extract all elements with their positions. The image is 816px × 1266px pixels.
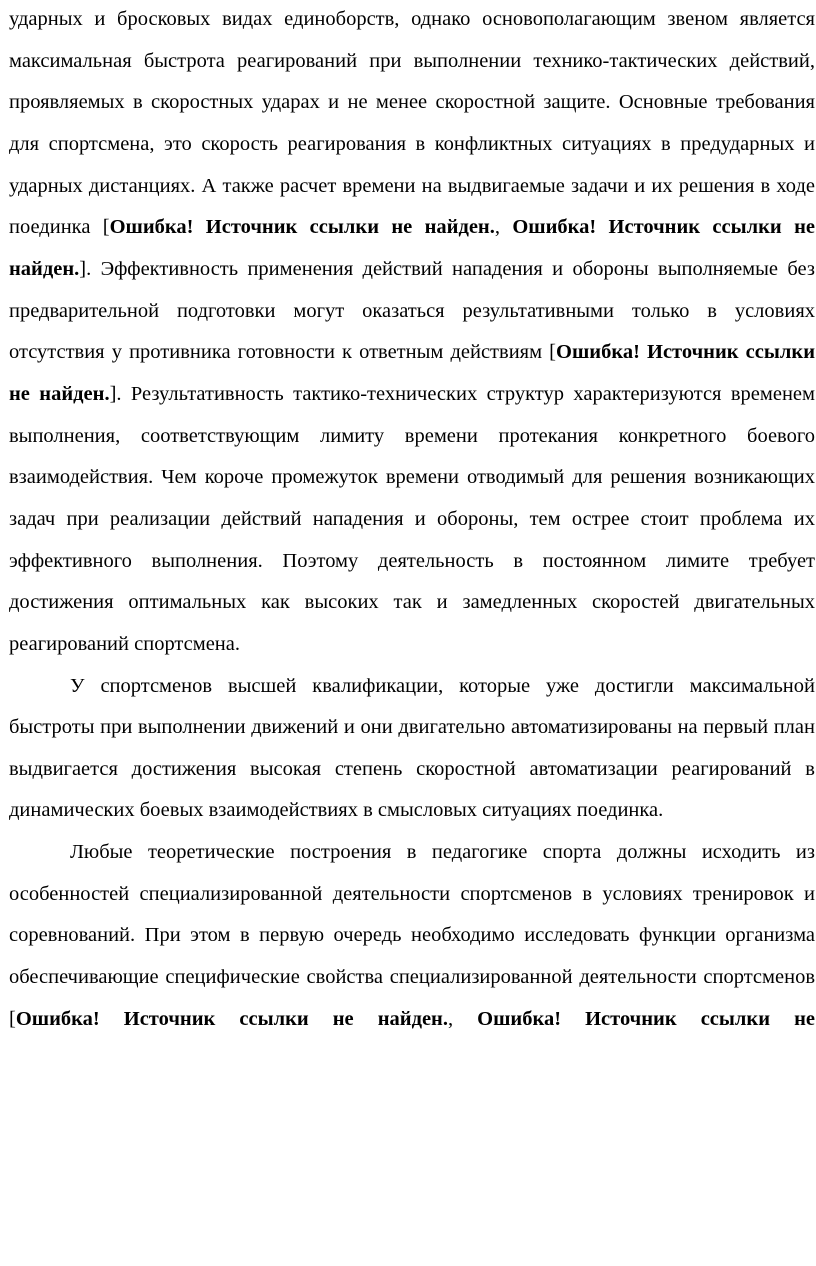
text-segment: ]. Результативность тактико-технических структур характеризуются временем выполнения, соответствующим лимиту времени протекания конкретного боевого взаимодействия. Чем короче промежуток времени отводимый для решения возникающих задач при реализации действий нападения и обороны, тем острее стоит проблема их эффективного выполнения. Поэтому деятельность в постоянном лимите требует достижения оптимальных как высоких так и замедленных скоростей двигательных реагирований спортсмена. xyxy=(9,382,815,655)
text-segment: , xyxy=(494,216,513,239)
reference-error: Ошибка! Источник ссылки не найден. xyxy=(109,216,495,239)
text-segment: ударных и бросковых видах единоборств, однако основополагающим звеном является максимальная быстрота реагирований при выполнении технико-тактических действий, проявляемых в скоростных ударах и не менее скоростной защите. Основные требования для спортсмена, это скорость реагирования в конфликтных ситуациях в предударных и ударных дистанциях. А также расчет времени на выдвигаемые задачи и их решения в ходе поединка [ xyxy=(9,8,815,239)
reference-error: Ошибка! Источник ссылки не найден. xyxy=(15,1007,448,1030)
text-segment: У спортсменов высшей квалификации, которые уже достигли максимальной быстроты при выполнении движений и они двигательно автоматизированы на первый план выдвигается достижения высокая степень скоростной автоматизации реагирований в динамических боевых взаимодействиях в смысловых ситуациях поединка. xyxy=(9,674,815,822)
paragraph-continued xyxy=(9,0,815,666)
text-segment: , xyxy=(447,1007,478,1030)
reference-error: Ошибка! Источник ссылки не xyxy=(477,1007,815,1030)
paragraph xyxy=(9,666,815,833)
reference-error: Ошибка! Источник ссылки не найден. xyxy=(9,216,815,280)
reference-error: Ошибка! Источник ссылки не найден. xyxy=(9,341,815,405)
text-segment: Любые теоретические построения в педагогике спорта должны исходить из особенностей специализированной деятельности спортсменов в условиях тренировок и соревнований. При этом в первую очередь необходимо исследовать функции организма обеспечивающие специфические свойства специализированной деятельности спортсменов [ xyxy=(9,841,815,1030)
paragraph xyxy=(9,832,815,1040)
document-page xyxy=(9,0,815,1040)
text-segment: ]. Эффективность применения действий нападения и обороны выполняемые без предварительной подготовки могут оказаться результативными только в условиях отсутствия у противника готовности к ответным действиям [ xyxy=(9,257,815,364)
